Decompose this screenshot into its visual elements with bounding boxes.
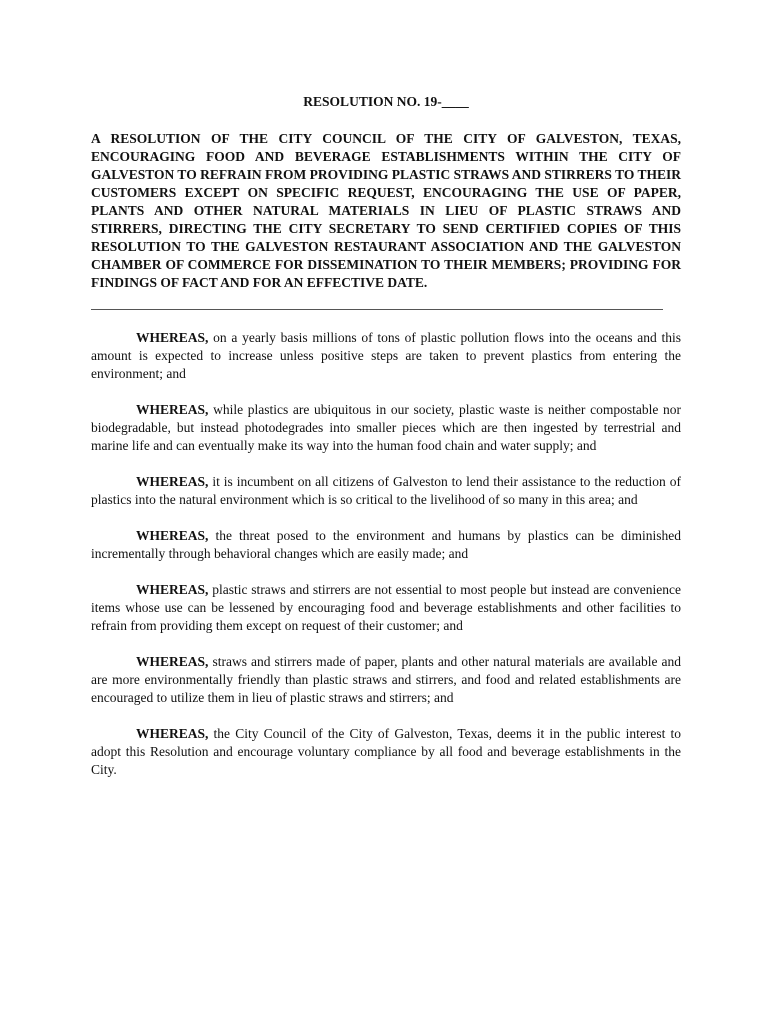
whereas-clause-5 [91,581,681,635]
whereas-clause-2 [91,401,681,455]
clause-text: the threat posed to the environment and humans by plastics can be diminished incrementally through behavioral changes which are easily made; and [91,528,681,561]
clause-text: on a yearly basis millions of tons of plastic pollution flows into the oceans and this amount is expected to increase unless positive steps are taken to prevent plastics from entering the environment; and [91,330,681,381]
clause-text: it is incumbent on all citizens of Galveston to lend their assistance to the reduction of plastics into the natural environment which is so critical to the livelihood of so many in this area; and [91,474,681,507]
whereas-clause-4 [91,527,681,563]
clause-text: the City Council of the City of Galveston, Texas, deems it in the public interest to adopt this Resolution and encourage voluntary compliance by all food and beverage establishments in the City. [91,726,681,777]
resolution-number: RESOLUTION NO. 19-____ [303,94,469,109]
clause-lead: WHEREAS, [136,726,209,741]
whereas-clause-3 [91,473,681,509]
document-page [91,93,681,797]
clause-lead: WHEREAS, [136,528,209,543]
clause-lead: WHEREAS, [136,474,209,489]
whereas-clause-6 [91,653,681,707]
whereas-clauses [91,329,681,779]
clause-lead: WHEREAS, [136,654,209,669]
clause-text: while plastics are ubiquitous in our society, plastic waste is neither compostable nor biodegradable, but instead photodegrades into smaller pieces which are then ingested by terrestrial and marine life and can eventually make its way into the human food chain and water supply; and [91,402,681,453]
whereas-clause-1 [91,329,681,383]
whereas-clause-7 [91,725,681,779]
clause-lead: WHEREAS, [136,582,209,597]
clause-text: plastic straws and stirrers are not essential to most people but instead are convenience items whose use can be lessened by encouraging food and beverage establishments and other facilities to refrain from providing them except on request of their customer; and [91,582,681,633]
clause-lead: WHEREAS, [136,330,209,345]
clause-lead: WHEREAS, [136,402,209,417]
resolution-title: A RESOLUTION OF THE CITY COUNCIL OF THE CITY OF GALVESTON, TEXAS, ENCOURAGING FOOD AND BEVERAGE ESTABLISHMENTS WITHIN THE CITY OF GALVESTON TO REFRAIN FROM PROVIDING PLASTIC STRAWS AND STIRRERS TO THEIR CUSTOMERS EXCEPT ON SPECIFIC REQUEST, ENCOURAGING THE USE OF PAPER, PLANTS AND OTHER NATURAL MATERIALS IN LIEU OF PLASTIC STRAWS AND STIRRERS, DIRECTING THE CITY SECRETARY TO SEND CERTIFIED COPIES OF THIS RESOLUTION TO THE GALVESTON RESTAURANT ASSOCIATION AND THE GALVESTON CHAMBER OF COMMERCE FOR DISSEMINATION TO THEIR MEMBERS; PROVIDING FOR FINDINGS OF FACT AND FOR AN EFFECTIVE DATE. [91,131,681,290]
clause-text: straws and stirrers made of paper, plants and other natural materials are available and are more environmentally friendly than plastic straws and stirrers, and food and related establishments are encouraged to utilize them in lieu of plastic straws and stirrers; and [91,654,681,705]
title-divider [91,309,663,310]
